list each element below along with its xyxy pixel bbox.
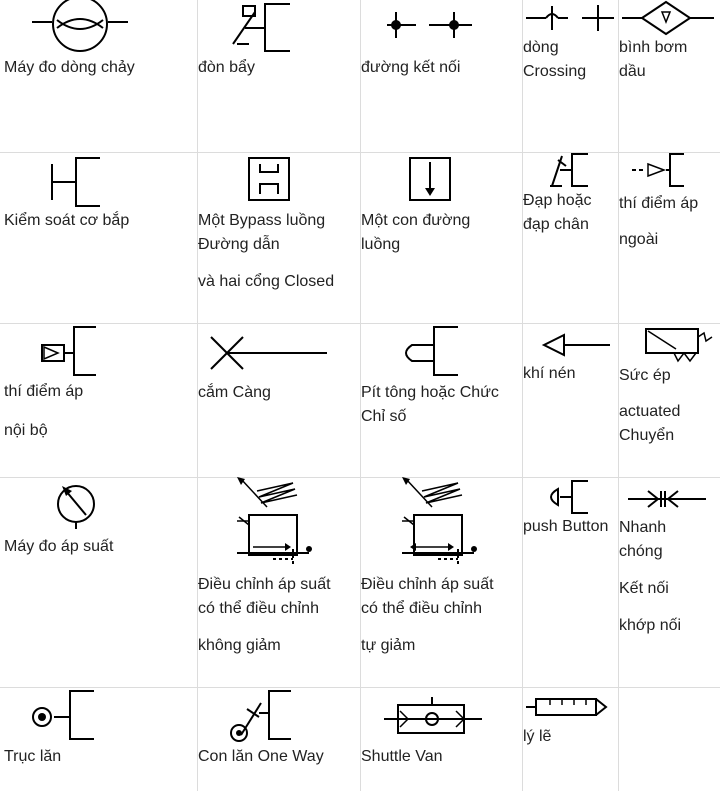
symbol-label: đạp chân xyxy=(523,216,589,233)
roller-icon xyxy=(0,687,197,791)
symbol-label: luồng xyxy=(361,236,401,253)
symbol-cell-bypass-valve xyxy=(197,152,360,323)
symbol-label: Nhanh xyxy=(619,519,667,536)
symbol-label: có thể điều chỉnh xyxy=(198,600,319,617)
symbol-label: Đạp hoặc xyxy=(523,192,592,209)
symbol-cell-plug xyxy=(197,323,360,477)
symbol-label: Con lăn One Way xyxy=(198,748,324,765)
empty-cell xyxy=(618,687,720,791)
symbol-label: actuated xyxy=(619,403,681,420)
symbol-label: Kiểm soát cơ bắp xyxy=(4,212,130,229)
symbol-label: không giảm xyxy=(198,637,281,654)
push-button-icon xyxy=(522,477,618,687)
symbol-label: Chỉ số xyxy=(361,408,407,425)
pressure-gauge-icon xyxy=(0,477,197,687)
symbol-label: Điều chỉnh áp suất xyxy=(198,576,331,593)
symbol-label: push Button xyxy=(523,518,609,535)
symbol-cell-self-relieving-regulator xyxy=(360,477,522,687)
symbol-label: cắm Càng xyxy=(198,384,271,401)
shuttle-valve-icon xyxy=(360,687,522,791)
pedal-icon xyxy=(522,152,618,323)
muscle-control-icon xyxy=(0,152,197,323)
symbol-label: có thể điều chỉnh xyxy=(361,600,482,617)
symbol-cell-roller xyxy=(0,687,197,791)
symbol-label: dầu xyxy=(619,63,646,80)
symbol-cell-air-exhaust xyxy=(522,323,618,477)
symbol-label: Máy đo dòng chảy xyxy=(4,59,135,76)
air-exhaust-icon xyxy=(522,323,618,477)
symbol-cell-quick-coupling xyxy=(618,477,720,687)
symbol-label: Shuttle Van xyxy=(361,748,443,765)
symbol-cell-lever xyxy=(197,0,360,152)
symbol-cell-odd xyxy=(522,687,618,791)
symbol-label: khớp nối xyxy=(619,617,682,634)
symbol-label: khí nén xyxy=(523,365,576,382)
symbol-label: Điều chỉnh áp suất xyxy=(361,576,494,593)
symbol-cell-flow-meter xyxy=(0,0,197,152)
symbol-cell-internal-pilot xyxy=(0,323,197,477)
symbol-label: đường kết nối xyxy=(361,59,461,76)
symbol-label: Kết nối xyxy=(619,580,669,597)
symbol-cell-crossing-lines xyxy=(522,0,618,152)
symbol-label: dòng xyxy=(523,39,559,56)
symbol-label: lý lẽ xyxy=(523,728,552,745)
symbol-label: thí điểm áp xyxy=(619,195,699,212)
symbol-label: Pít tông hoặc Chức xyxy=(361,384,499,401)
symbol-label: Sức ép xyxy=(619,367,671,384)
one-way-roller-icon xyxy=(197,687,360,791)
symbol-cell-push-button xyxy=(522,477,618,687)
symbol-label: Một con đường xyxy=(361,212,471,229)
symbol-cell-one-way-roller xyxy=(197,687,360,791)
symbol-label: ngoài xyxy=(619,231,659,248)
symbol-label: Đường dẫn xyxy=(198,236,280,253)
symbol-cell-piston-indicator xyxy=(360,323,522,477)
symbol-cell-pressure-gauge xyxy=(0,477,197,687)
symbol-cell-pedal xyxy=(522,152,618,323)
symbol-label: bình bơm xyxy=(619,39,688,56)
symbol-label: Trục lăn xyxy=(4,748,62,765)
symbol-label: và hai cổng Closed xyxy=(198,273,335,290)
symbol-cell-pressure-actuated-switch xyxy=(618,323,720,477)
symbol-cell-non-relieving-regulator xyxy=(197,477,360,687)
symbol-label: Máy đo áp suất xyxy=(4,538,114,555)
symbol-cell-one-flow-path xyxy=(360,152,522,323)
symbol-label: Crossing xyxy=(523,63,587,80)
symbol-label: tự giảm xyxy=(361,637,416,654)
symbol-label: thí điểm áp xyxy=(4,383,84,400)
symbol-label: nội bộ xyxy=(4,422,48,439)
symbol-cell-shuttle-valve xyxy=(360,687,522,791)
symbol-label: Một Bypass luồng xyxy=(198,212,326,229)
symbol-cell-connecting-lines xyxy=(360,0,522,152)
symbol-label: đòn bẩy xyxy=(198,59,255,76)
symbol-label: Chuyển xyxy=(619,427,675,444)
symbol-cell-external-pilot xyxy=(618,152,720,323)
symbol-label: chóng xyxy=(619,543,663,560)
symbol-cell-muscle-control xyxy=(0,152,197,323)
symbol-cell-lubricator xyxy=(618,0,720,152)
